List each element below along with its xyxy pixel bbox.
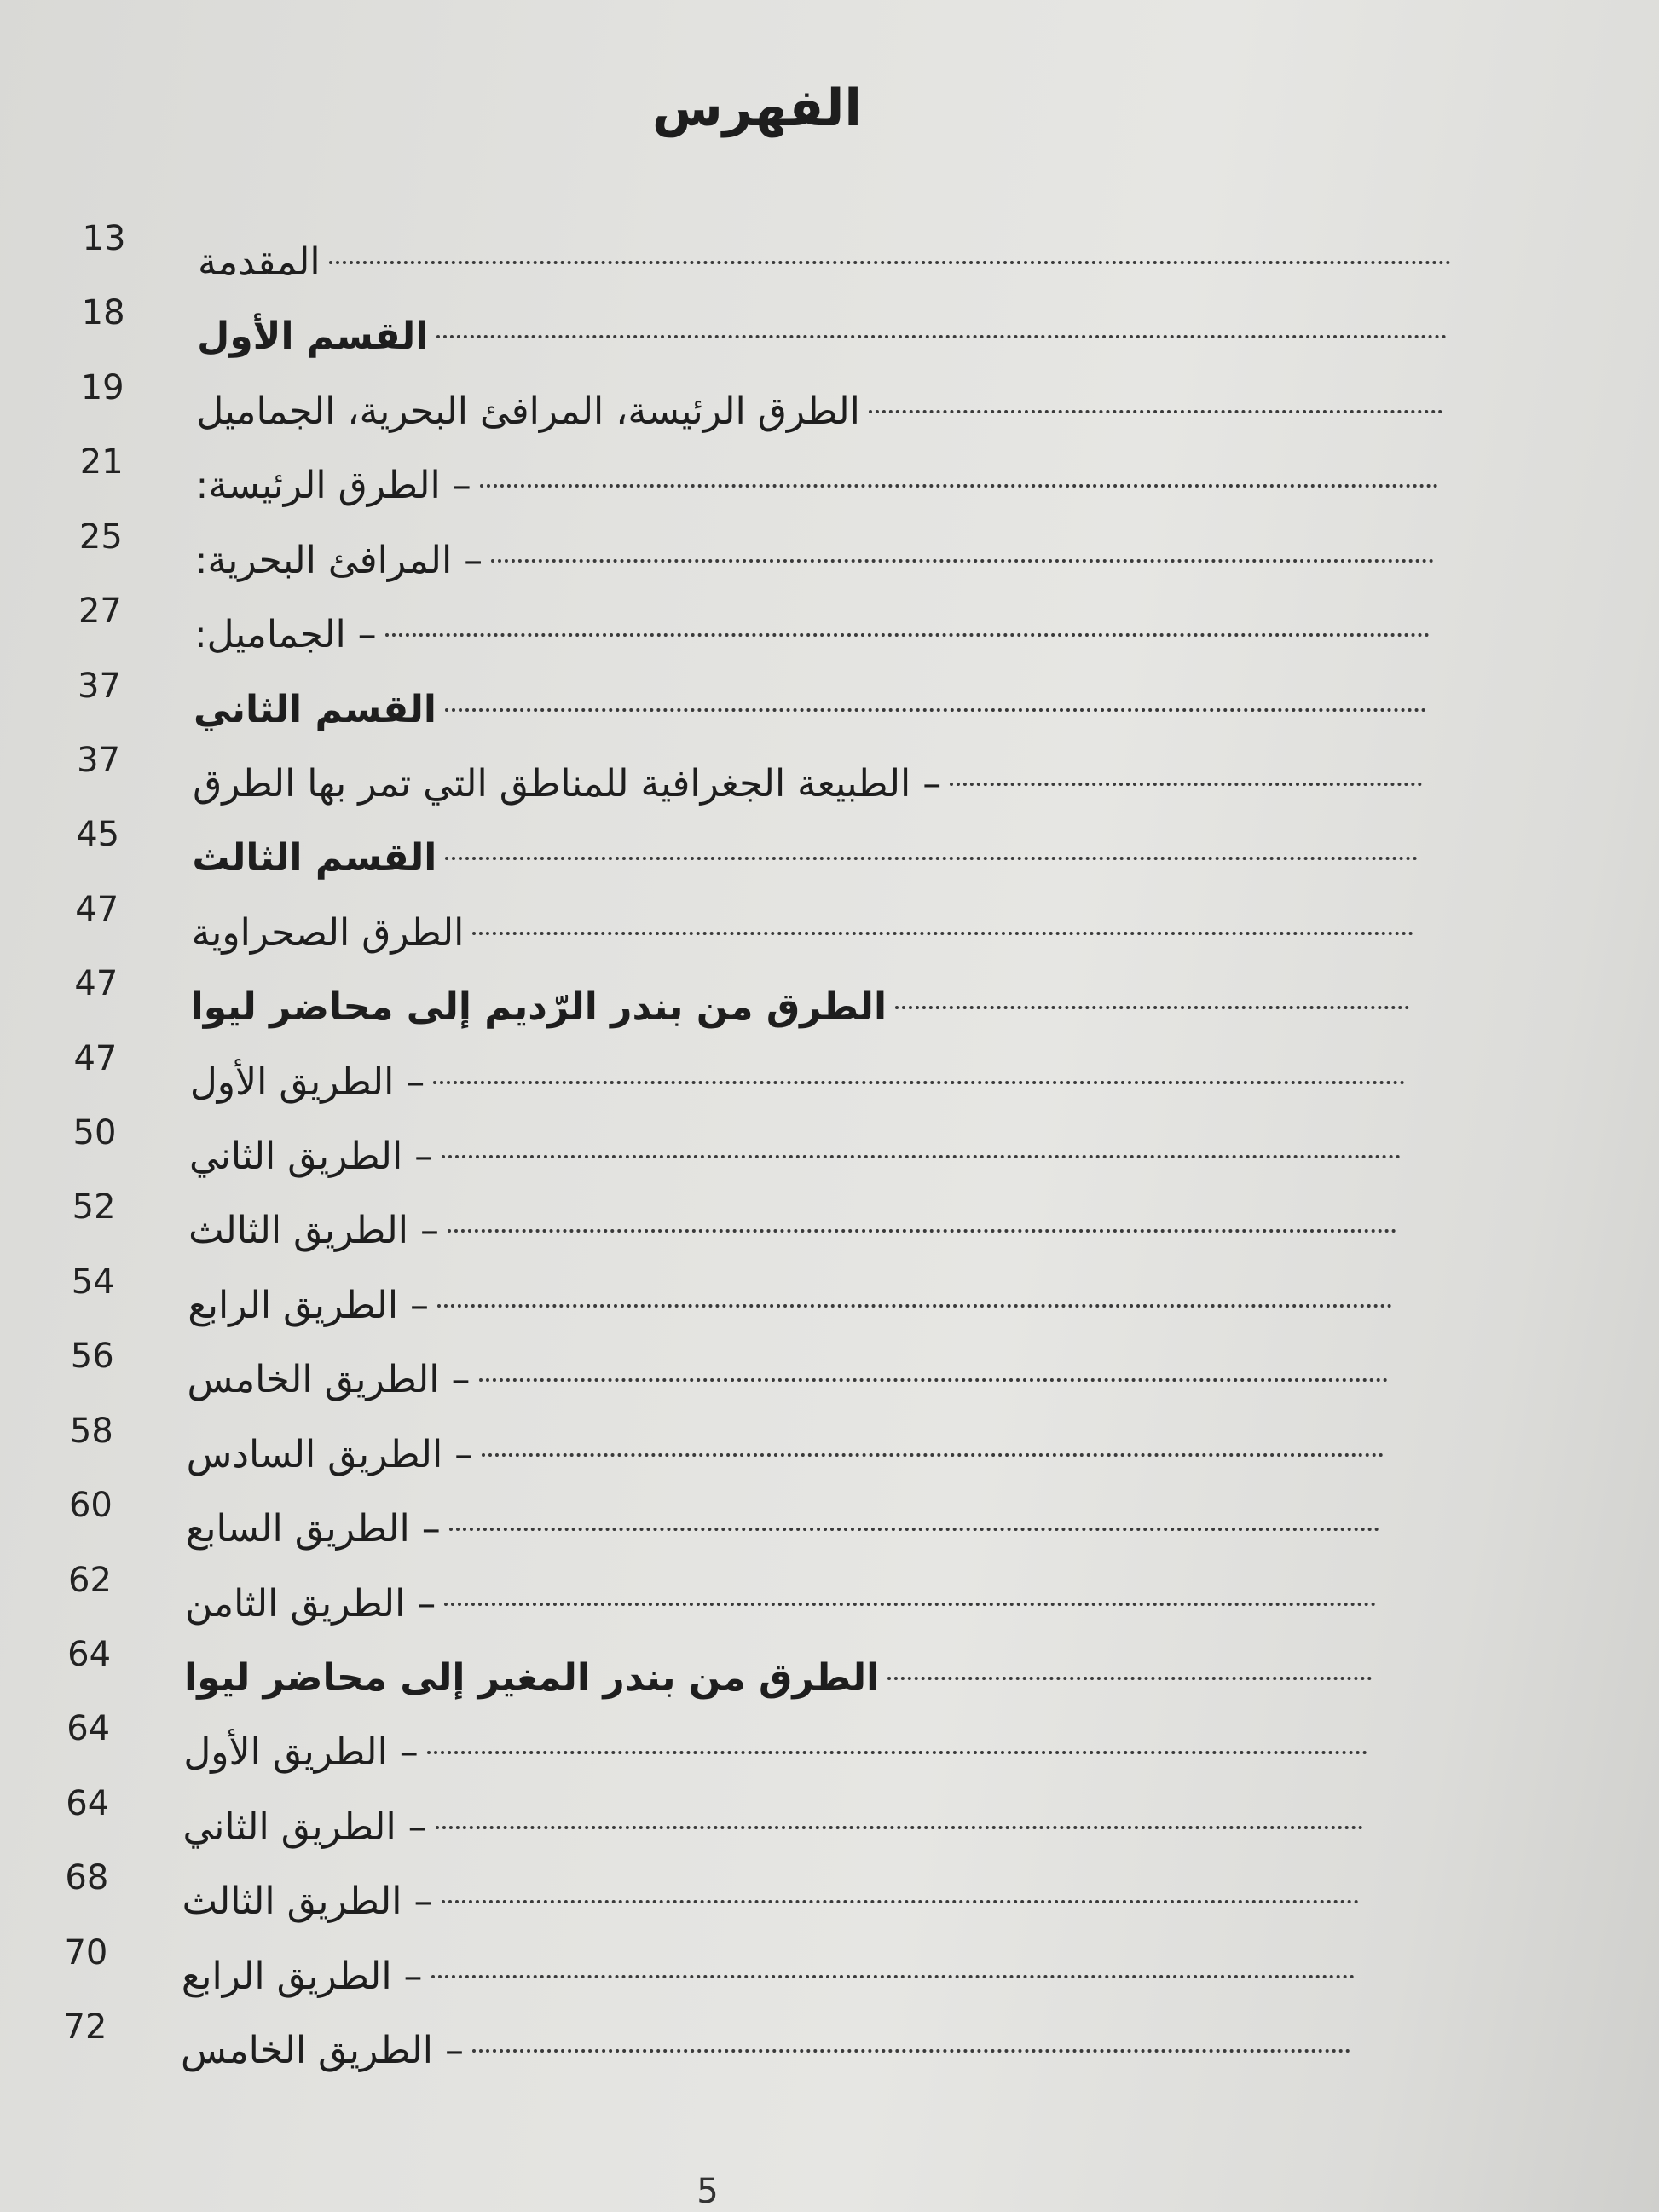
toc-label: – الطريق الثالث <box>188 1209 439 1253</box>
toc-page-number: 25 <box>78 517 123 557</box>
toc-entry <box>0 1926 1659 2001</box>
toc-label: الطرق من بندر المغير إلى محاضر ليوا <box>184 1655 880 1700</box>
toc-dot-leader <box>329 261 1451 264</box>
toc-entry <box>0 1106 1659 1181</box>
toc-entry <box>0 1180 1659 1255</box>
toc-label: – الجماميل: <box>194 613 377 657</box>
toc-entry <box>0 1255 1659 1330</box>
toc-dot-leader <box>442 1155 1401 1158</box>
toc-label: – الطريق الأول <box>183 1730 419 1775</box>
toc-label: الطرق الرئيسة، المرافئ البحرية، الجماميل <box>196 389 860 433</box>
toc-entry <box>0 1329 1659 1404</box>
toc-entry <box>0 510 1659 585</box>
toc-label: – الطريق الثالث <box>182 1880 433 1924</box>
toc-page-number: 56 <box>70 1337 114 1377</box>
toc-line <box>187 1428 1391 1482</box>
toc-label: – الطريق الثاني <box>182 1805 427 1849</box>
toc-label: – الطريق الرابع <box>181 1954 423 1998</box>
toc-line <box>182 1949 1361 2004</box>
toc-page-number: 52 <box>72 1187 116 1227</box>
toc-line <box>190 1055 1412 1110</box>
toc-line <box>182 1874 1366 1929</box>
toc-label: – الطريق الثاني <box>189 1135 434 1178</box>
toc-line <box>197 309 1454 364</box>
toc-entry <box>0 2000 1659 2075</box>
toc-dot-leader <box>895 1006 1409 1009</box>
toc-dot-leader <box>433 1081 1405 1084</box>
toc-page-number: 68 <box>65 1858 109 1898</box>
toc-dot-leader <box>449 1528 1380 1531</box>
toc-dot-leader <box>431 1975 1355 1978</box>
toc-dot-leader <box>427 1751 1367 1754</box>
toc-entry <box>0 584 1659 659</box>
toc-label: القسم الثاني <box>194 687 436 731</box>
toc-line <box>184 1651 1378 1706</box>
toc-line <box>183 1800 1370 1855</box>
toc-entry <box>0 435 1659 510</box>
toc-line <box>189 1129 1408 1184</box>
toc-label: الطرق الصحراوية <box>191 910 465 955</box>
toc-dot-leader <box>436 1826 1363 1829</box>
toc-dot-leader <box>950 783 1421 786</box>
toc-label: المقدمة <box>198 240 321 284</box>
toc-label: – الطريق الثامن <box>185 1581 436 1626</box>
toc-label: – الطريق الأول <box>189 1060 425 1104</box>
toc-label: – المرافئ البحرية: <box>194 538 483 582</box>
page-title: الفهرس <box>651 78 862 138</box>
toc-entry <box>0 956 1659 1031</box>
toc-page-number: 70 <box>64 1932 108 1972</box>
toc-page-number: 50 <box>72 1113 117 1152</box>
toc-entry <box>0 211 1659 286</box>
toc-line <box>188 1353 1396 1407</box>
toc-page-number: 54 <box>71 1262 115 1302</box>
toc-page-number: 72 <box>63 2007 107 2047</box>
toc-dot-leader <box>436 335 1447 338</box>
toc-page-number: 37 <box>78 666 121 706</box>
toc-entry <box>0 1701 1659 1776</box>
toc-page-number: 21 <box>79 442 124 482</box>
toc-entry <box>0 807 1659 882</box>
toc-line <box>196 459 1446 513</box>
toc-line <box>194 608 1437 662</box>
toc-dot-leader <box>472 2049 1350 2053</box>
toc-entry <box>0 659 1659 734</box>
toc-dot-leader <box>385 633 1431 637</box>
toc-entry <box>0 733 1659 808</box>
toc-line <box>183 1725 1373 1780</box>
toc-page-number: 47 <box>74 964 118 1004</box>
toc-dot-leader <box>442 1900 1359 1903</box>
toc-dot-leader <box>445 857 1417 860</box>
toc-label: القسم الثالث <box>192 836 437 881</box>
toc-page-number: 27 <box>78 592 122 632</box>
toc-page-number: 45 <box>76 815 120 855</box>
toc-page-number: 60 <box>68 1486 113 1526</box>
toc-label: – الطريق الخامس <box>187 1358 471 1402</box>
toc-line <box>194 683 1433 737</box>
toc-page-number: 64 <box>67 1634 112 1674</box>
toc-page-number: 13 <box>82 219 126 258</box>
toc-page-number: 64 <box>66 1783 110 1823</box>
toc-entry <box>0 1776 1659 1851</box>
toc-entry <box>0 1553 1659 1628</box>
toc-page-number: 47 <box>75 889 119 929</box>
toc-line <box>188 1279 1399 1333</box>
toc-line <box>191 980 1416 1035</box>
toc-dot-leader <box>887 1677 1371 1680</box>
toc-entry <box>0 286 1659 361</box>
toc-dot-leader <box>869 410 1442 413</box>
toc-page-number: 62 <box>68 1560 112 1600</box>
toc-line <box>186 1502 1387 1556</box>
toc-label: – الطريق الرابع <box>188 1283 430 1327</box>
toc-entry <box>0 882 1659 957</box>
toc-page-number: 58 <box>69 1411 113 1451</box>
toc-page-number: 18 <box>81 293 125 333</box>
toc-entry <box>0 361 1659 436</box>
toc-label: – الطريق السابع <box>185 1507 441 1551</box>
toc-page-number: 64 <box>66 1709 111 1749</box>
toc-dot-leader <box>480 484 1439 488</box>
toc-dot-leader <box>472 932 1413 935</box>
toc-line <box>196 384 1449 439</box>
toc-entry <box>0 1851 1659 1926</box>
toc-label: – الطبيعة الجغرافية للمناطق التي تمر بها الطرق <box>193 761 942 806</box>
toc-line <box>195 534 1442 588</box>
toc-entry <box>0 1404 1659 1479</box>
toc-page-number: 19 <box>80 367 124 407</box>
toc-page-number: 37 <box>77 740 121 780</box>
toc-line <box>198 235 1458 290</box>
page-number: 5 <box>697 2172 719 2211</box>
toc-entry <box>0 1627 1659 1702</box>
toc-dot-leader <box>482 1453 1384 1457</box>
toc-page-number: 47 <box>73 1038 118 1078</box>
toc-label: – الطريق السادس <box>186 1432 474 1476</box>
toc-dot-leader <box>479 1378 1389 1382</box>
toc-dot-leader <box>444 1603 1375 1606</box>
toc-line <box>188 1204 1403 1258</box>
toc-label: القسم الأول <box>197 315 429 359</box>
toc-line <box>192 906 1420 961</box>
toc-dot-leader <box>491 559 1434 563</box>
toc-line <box>192 831 1424 886</box>
toc-line <box>181 2024 1357 2078</box>
toc-entry <box>0 1478 1659 1553</box>
toc-label: – الطرق الرئيسة: <box>195 464 471 508</box>
toc-label: الطرق من بندر الرّديم إلى محاضر ليوا <box>190 985 887 1030</box>
toc-line <box>185 1577 1383 1632</box>
toc-label: – الطريق الخامس <box>181 2029 465 2072</box>
toc-line <box>193 757 1428 811</box>
toc-dot-leader <box>445 708 1426 712</box>
toc-entry <box>0 1031 1659 1106</box>
toc-dot-leader <box>437 1304 1392 1308</box>
toc-dot-leader <box>448 1229 1396 1233</box>
